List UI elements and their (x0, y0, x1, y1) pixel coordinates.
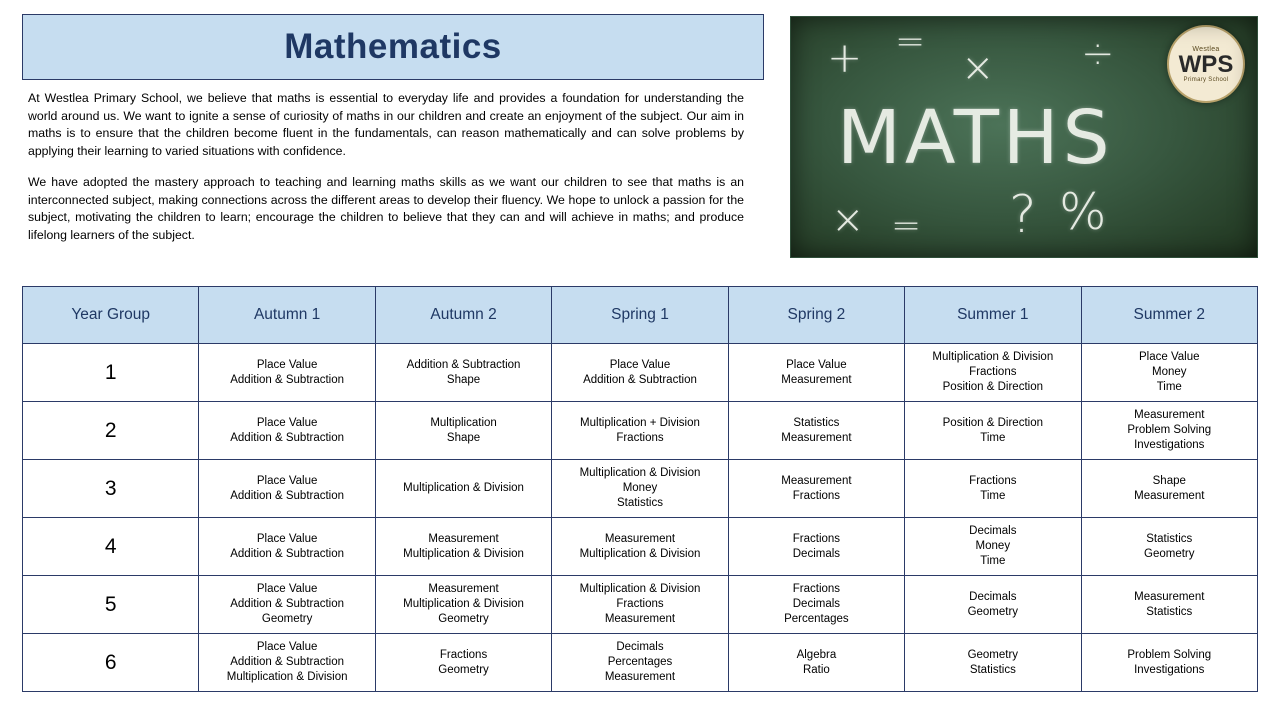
topic-line: Algebra (796, 648, 837, 661)
term-topics-cell (199, 576, 375, 634)
term-topics-cell (375, 518, 551, 576)
topic-line: Percentages (607, 656, 673, 668)
topic-line: Addition & Subtraction (230, 656, 345, 668)
topic-line: Measurement (1134, 489, 1205, 502)
topic-line: Place Value (256, 474, 318, 487)
topic-line: Place Value (786, 358, 847, 371)
topic-line: Place Value (256, 416, 318, 429)
term-topics-cell (905, 576, 1081, 634)
term-topics-cell (199, 460, 375, 518)
topic-line: Multiplication & Division (579, 467, 701, 479)
term-topics-cell (375, 344, 551, 402)
topic-line: Multiplication & Division (579, 547, 701, 560)
year-group-cell: 4 (23, 518, 199, 576)
question-mark-icon: ? (1009, 185, 1037, 245)
topic-line: Addition & Subtraction (230, 489, 345, 502)
topic-line: Measurement (604, 613, 676, 625)
topic-line: Shape (446, 431, 481, 444)
logo-bottom-text: Primary School (1183, 76, 1229, 83)
topic-line: Geometry (438, 613, 489, 625)
topic-line: Addition & Subtraction (230, 547, 345, 560)
term-topics-cell (728, 576, 904, 634)
topic-line: Multiplication & Division (403, 482, 524, 494)
topic-line: Time (980, 489, 1006, 502)
term-topics-cell (1081, 344, 1257, 402)
topic-line: Problem Solving (1127, 648, 1212, 661)
topic-line: Time (980, 555, 1006, 567)
table-body (23, 344, 1258, 692)
topic-line: Place Value (609, 358, 671, 371)
topic-line: Fractions (969, 474, 1017, 487)
percent-icon: % (1059, 183, 1107, 241)
column-header-autumn-1: Autumn 1 (199, 287, 375, 344)
topic-line: Multiplication & Division (932, 351, 1054, 363)
logo-initials: WPS (1178, 50, 1234, 78)
term-topics-cell (199, 634, 375, 692)
year-group-cell: 6 (23, 634, 199, 692)
term-topics-cell (905, 460, 1081, 518)
topic-line: Statistics (793, 416, 840, 429)
topic-line: Investigations (1134, 663, 1205, 676)
table-head (23, 287, 1258, 344)
column-header-year-group: Year Group (23, 287, 199, 344)
plus-icon: + (827, 33, 863, 82)
topic-line: Percentages (784, 613, 849, 625)
topic-line: Multiplication (430, 416, 497, 429)
term-topics-cell (552, 460, 728, 518)
topic-line: Measurement (781, 373, 852, 386)
topic-line: Money (975, 540, 1011, 552)
column-header-spring-2: Spring 2 (728, 287, 904, 344)
topic-line: Measurement (604, 671, 676, 683)
year-group-cell: 5 (23, 576, 199, 634)
term-topics-cell (375, 576, 551, 634)
curriculum-table-wrapper (22, 286, 1258, 692)
term-topics-cell (905, 344, 1081, 402)
term-topics-cell (728, 634, 904, 692)
term-topics-cell (552, 634, 728, 692)
topic-line: Geometry (967, 648, 1019, 661)
topic-line: Shape (446, 373, 481, 386)
term-topics-cell (728, 460, 904, 518)
topic-line: Place Value (256, 358, 318, 371)
page-title-banner (22, 14, 764, 80)
topic-line: Shape (1152, 474, 1186, 487)
term-topics-cell (1081, 634, 1257, 692)
topic-line: Fractions (439, 648, 488, 661)
page-title: Mathematics (284, 27, 502, 66)
topic-line: Place Value (256, 583, 318, 595)
topic-line: Decimals (792, 547, 841, 560)
topic-line: Place Value (256, 532, 318, 545)
intro-paragraph-1: At Westlea Primary School, we believe that maths is essential to everyday life and provides a foundation for understanding the world around us. We want to ignite a sense of curiosity of maths in our children and create an enjoyment of the subject. Our aim in maths is to ensure that the children become fluent in the fundamentals, can reason mathematically and can solve problems by applying their learning to varied situations with confidence. (28, 91, 744, 158)
term-topics-cell (728, 402, 904, 460)
topic-line: Time (980, 431, 1006, 444)
term-topics-cell (552, 518, 728, 576)
topic-line: Money (622, 482, 658, 494)
topic-line: Fractions (969, 366, 1017, 378)
term-topics-cell (1081, 576, 1257, 634)
intro-paragraph-2: We have adopted the mastery approach to teaching and learning maths skills as we want our children to see that maths is an interconnected subject, making connections across the different areas to develop their fluency. We hope to unlock a passion for the subject, motivating the children to learn; encourage the children to believe that they can and will achieve in maths; and produce lifelong learners of the subject. (28, 175, 744, 242)
topic-line: Multiplication & Division (403, 547, 524, 560)
topic-line: Time (1156, 381, 1182, 393)
intro-text (28, 90, 744, 258)
term-topics-cell (199, 402, 375, 460)
topic-line: Geometry (967, 605, 1019, 618)
topic-line: Investigations (1134, 439, 1205, 451)
term-topics-cell (905, 402, 1081, 460)
topic-line: Multiplication & Division (403, 598, 524, 610)
column-header-summer-1: Summer 1 (905, 287, 1081, 344)
topic-line: Money (1152, 366, 1187, 378)
table-row (23, 344, 1258, 402)
term-topics-cell (375, 460, 551, 518)
topic-line: Fractions (616, 598, 664, 610)
term-topics-cell (728, 518, 904, 576)
column-header-autumn-2: Autumn 2 (375, 287, 551, 344)
term-topics-cell (728, 344, 904, 402)
topic-line: Addition & Subtraction (406, 358, 521, 371)
topic-line: Measurement (1134, 590, 1205, 603)
topic-line: Measurement (428, 532, 499, 545)
topic-line: Geometry (261, 613, 313, 625)
topic-line: Measurement (1134, 409, 1205, 421)
topic-line: Measurement (781, 474, 852, 487)
topic-line: Ratio (802, 663, 830, 676)
term-topics-cell (1081, 460, 1257, 518)
topic-line: Addition & Subtraction (230, 598, 345, 610)
year-group-cell: 1 (23, 344, 199, 402)
term-topics-cell (199, 518, 375, 576)
logo-top-text: Westlea (1192, 45, 1220, 53)
topic-line: Fractions (616, 431, 664, 444)
topic-line: Statistics (1146, 605, 1193, 618)
maths-word: MATHS (837, 95, 1114, 181)
term-topics-cell (375, 402, 551, 460)
topic-line: Position & Direction (942, 416, 1043, 429)
topic-line: Problem Solving (1127, 424, 1212, 436)
term-topics-cell (375, 634, 551, 692)
multiply-icon-2: × (831, 197, 865, 243)
topic-line: Multiplication & Division (579, 583, 701, 595)
topic-line: Multiplication + Division (580, 416, 700, 429)
term-topics-cell (905, 634, 1081, 692)
chalkboard-image (790, 16, 1258, 258)
term-topics-cell (552, 576, 728, 634)
topic-line: Statistics (1146, 532, 1193, 545)
table-row (23, 518, 1258, 576)
term-topics-cell (552, 402, 728, 460)
term-topics-cell (199, 344, 375, 402)
topic-line: Statistics (969, 663, 1016, 676)
table-row (23, 634, 1258, 692)
topic-line: Decimals (616, 641, 664, 653)
topic-line: Fractions (792, 532, 841, 545)
table-row (23, 460, 1258, 518)
topic-line: Measurement (604, 532, 676, 545)
topic-line: Addition & Subtraction (583, 373, 697, 386)
topic-line: Multiplication & Division (226, 671, 348, 683)
term-topics-cell (905, 518, 1081, 576)
year-group-cell: 2 (23, 402, 199, 460)
table-row (23, 402, 1258, 460)
topic-line: Statistics (616, 497, 663, 509)
topic-line: Decimals (969, 590, 1017, 603)
topic-line: Measurement (781, 431, 852, 444)
table-header-row (23, 287, 1258, 344)
curriculum-table (22, 286, 1258, 692)
equals-icon: = (895, 21, 926, 62)
equals-icon-2: = (891, 205, 922, 246)
term-topics-cell (552, 344, 728, 402)
topic-line: Decimals (792, 598, 841, 610)
column-header-spring-1: Spring 1 (552, 287, 728, 344)
topic-line: Place Value (256, 641, 318, 653)
table-row (23, 576, 1258, 634)
topic-line: Measurement (428, 583, 499, 595)
term-topics-cell (1081, 518, 1257, 576)
divide-icon: ÷ (1081, 31, 1115, 77)
topic-line: Fractions (792, 489, 841, 502)
topic-line: Geometry (438, 663, 489, 676)
school-logo (1167, 25, 1245, 103)
topic-line: Fractions (792, 583, 841, 595)
topic-line: Decimals (969, 525, 1017, 537)
topic-line: Position & Direction (942, 381, 1043, 393)
column-header-summer-2: Summer 2 (1081, 287, 1257, 344)
topic-line: Addition & Subtraction (230, 373, 345, 386)
topic-line: Place Value (1139, 351, 1200, 363)
topic-line: Geometry (1144, 547, 1195, 560)
year-group-cell: 3 (23, 460, 199, 518)
topic-line: Addition & Subtraction (230, 431, 345, 444)
multiply-icon: × (961, 45, 995, 91)
term-topics-cell (1081, 402, 1257, 460)
